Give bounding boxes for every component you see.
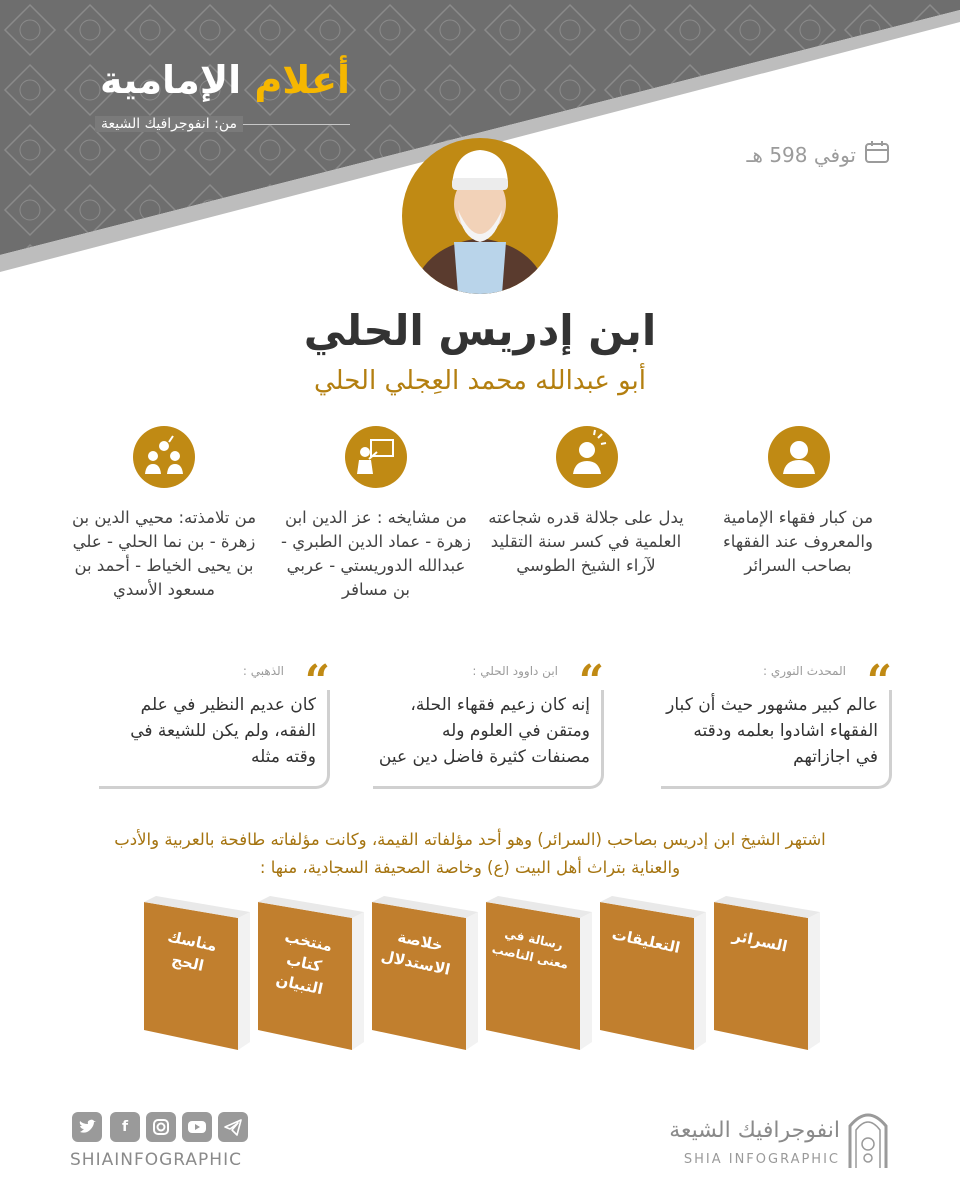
feature-text-1: من كبار فقهاء الإمامية والمعروف عند الفقهاء بصاحب السرائر (722, 508, 874, 575)
quote-mark-icon: “ (866, 656, 892, 707)
book-icon (484, 890, 594, 1050)
feature-text-4: من تلامذته: محيي الدين بن زهرة - بن نما الحلي - علي بن يحيى الخياط - أحمد بن مسعود الأسدي (71, 508, 257, 599)
quote-source: المحدث النوري : (763, 664, 846, 678)
quote-text: عالم كبير مشهور حيث أن كبار الفقهاء اشادوا بعلمه ودقته في اجازاتهم (666, 695, 878, 767)
book-title: منتخب كتاب التبيان (274, 927, 335, 999)
book-title: خلاصة الاستدلال (379, 927, 452, 979)
courage-icon (556, 426, 618, 488)
facebook-icon[interactable]: f (110, 1112, 140, 1142)
quote-source: ابن داوود الحلي : (472, 664, 558, 678)
death-date-text: توفي 598 هـ (746, 142, 856, 167)
quote-card-1 (664, 656, 892, 788)
book-icon (712, 890, 822, 1050)
calendar-icon (864, 140, 890, 169)
book-6 (142, 890, 252, 1050)
logo-arch-icon (846, 1104, 890, 1172)
scholar-portrait-icon (402, 138, 558, 294)
person-name: ابن إدريس الحلي (303, 306, 657, 355)
youtube-icon[interactable] (182, 1112, 212, 1142)
book-3 (484, 890, 594, 1050)
works-intro: اشتهر الشيخ ابن إدريس بصاحب (السرائر) وهو أحد مؤلفاته القيمة، وكانت مؤلفاته طافحة بالعربية والأدب والعناية بتراث أهل البيت (ع) وخاصة الصحيفة السجادية، منها : (114, 830, 826, 877)
feature-text-2: يدل على جلالة قدره شجاعته العلمية في كسر سنة التقليد لآراء الشيخ الطوسي (488, 508, 684, 575)
book-1 (712, 890, 822, 1050)
footer-brand: SHIAINFOGRAPHIC (70, 1150, 242, 1170)
book-title: مناسك الحج (166, 927, 219, 975)
book-title: السرائر (730, 926, 789, 956)
quote-mark-icon: “ (304, 656, 330, 707)
logo-english: SHIA INFOGRAPHIC (683, 1152, 840, 1167)
quote-text: كان عديم النظير في علم الفقه، ولم يكن للشيعة في وقته مثله (130, 695, 316, 767)
book-4 (370, 890, 480, 1050)
logo-arabic: انفوجرافيك الشيعة (669, 1118, 840, 1143)
students-icon (133, 426, 195, 488)
scholar-icon (768, 426, 830, 488)
teacher-icon (345, 426, 407, 488)
portrait (402, 138, 558, 294)
instagram-icon[interactable] (146, 1112, 176, 1142)
quote-card-2 (376, 656, 604, 788)
quote-text: إنه كان زعيم فقهاء الحلة، ومتقن في العلوم وله مصنفات كثيرة فاضل دين عين (378, 695, 590, 767)
telegram-icon[interactable] (218, 1112, 248, 1142)
book-title: التعليقات (610, 925, 682, 957)
twitter-icon[interactable] (72, 1112, 102, 1142)
book-title: رسالة في معنى الناصب (490, 926, 570, 972)
person-kunya: أبو عبدالله محمد العِجلي الحلي (314, 366, 646, 396)
series-title (90, 58, 360, 102)
quote-mark-icon: “ (578, 656, 604, 707)
quote-source: الذهبي : (242, 664, 284, 678)
series-source: من: انفوجرافيك الشيعة (95, 116, 243, 132)
feature-text-3: من مشايخه : عز الدين ابن زهرة - عماد الدين الطبري - عبدالله الدوريستي - عربي بن مسافر (281, 508, 471, 599)
death-date (747, 140, 890, 169)
book-5 (256, 890, 366, 1050)
book-2 (598, 890, 708, 1050)
quote-card-3 (102, 656, 330, 788)
series-title-main: الإمامية (99, 58, 242, 102)
series-title-accent: أعلام (254, 58, 351, 102)
book-icon (598, 890, 708, 1050)
